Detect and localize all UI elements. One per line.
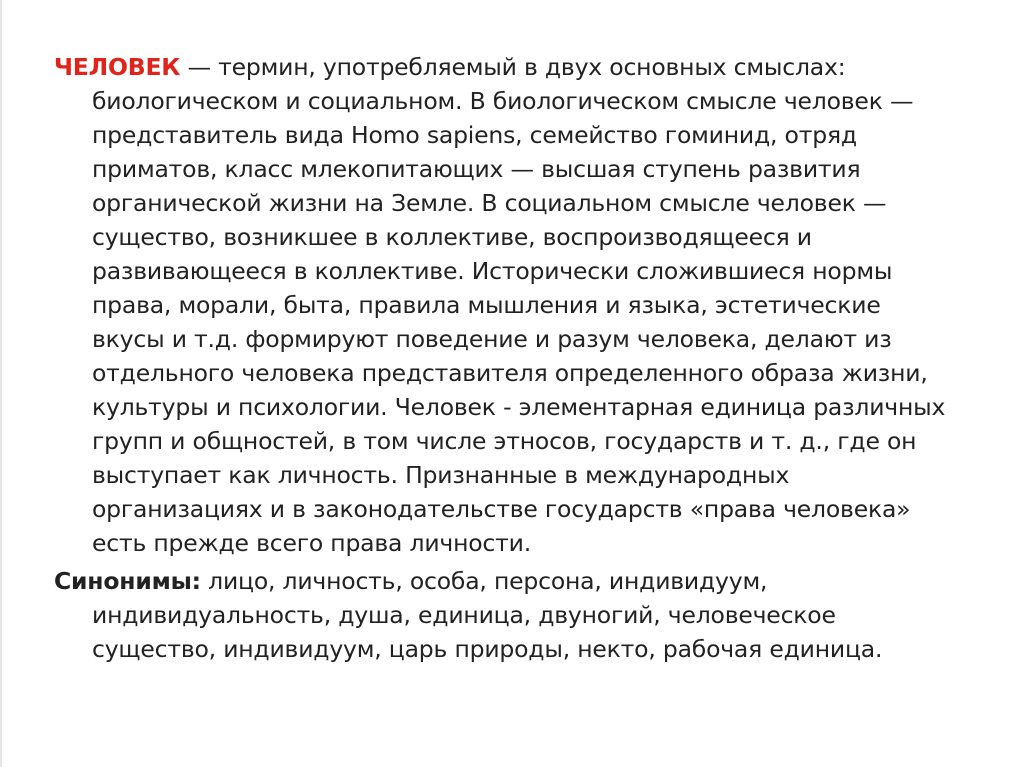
synonyms-paragraph bbox=[54, 564, 954, 666]
slide-content bbox=[54, 50, 954, 666]
definition-text: — термин, употребляемый в двух основных смыслах: биологическом и социальном. В биологическом смысле человек — представитель вида Homo sapiens, семейство гоминид, отряд приматов, класс млекопитающих — высшая ступень развития органической жизни на Земле. В социальном смысле человек — существо, возникшее в коллективе, воспроизводящееся и развивающееся в коллективе. Исторически сложившиеся нормы права, морали, быта, правила мышления и языка, эстетические вкусы и т.д. формируют поведение и разум человека, делают из отдельного человека представителя определенного образа жизни, культуры и психологии. Человек - элементарная единица различных групп и общностей, в том числе этносов, государств и т. д., где он выступает как личность. Признанные в международных организациях и в законодательстве государств «права человека» есть прежде всего права личности. bbox=[92, 53, 946, 557]
synonyms-text: лицо, личность, особа, персона, индивидуум, индивидуальность, душа, единица, двуногий, человеческое существо, индивидуум, царь природы, некто, рабочая единица. bbox=[92, 567, 883, 663]
definition-term: ЧЕЛОВЕК bbox=[54, 53, 181, 81]
definition-paragraph bbox=[54, 50, 954, 560]
synonyms-label: Синонимы: bbox=[54, 567, 201, 595]
